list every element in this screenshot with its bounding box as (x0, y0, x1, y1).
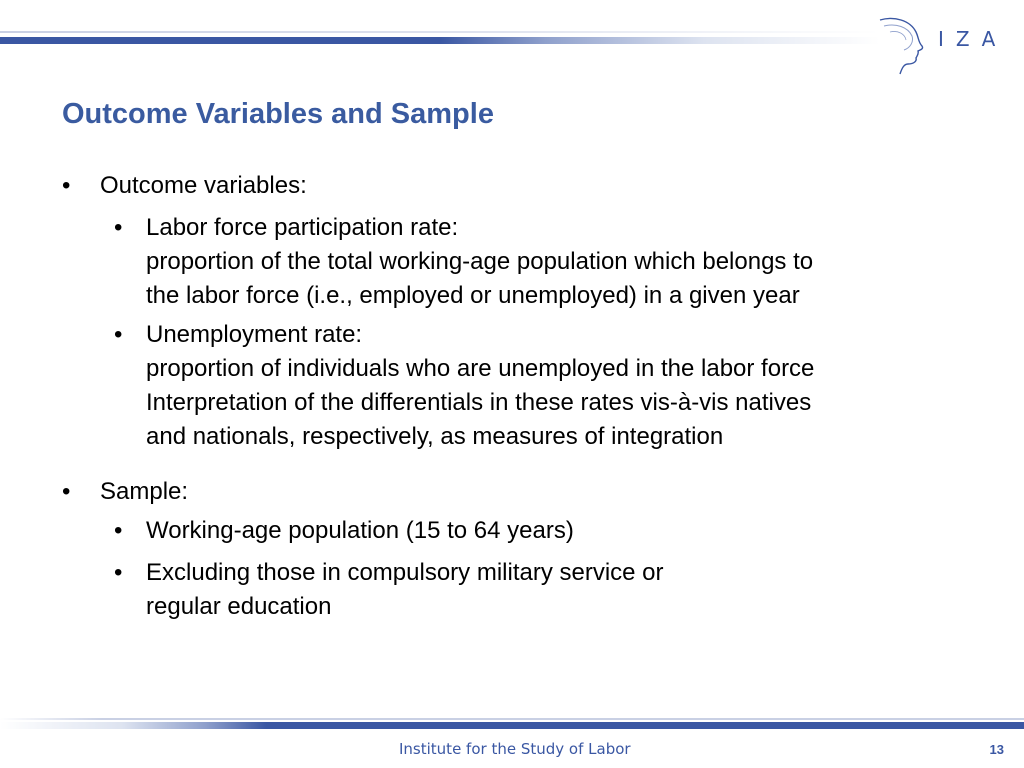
bullet-glyph: • (114, 517, 123, 544)
bullet-line: Interpretation of the differentials in these rates vis-à-vis natives (146, 389, 812, 416)
footer-rule (0, 722, 1024, 729)
bullet-label: Sample: (100, 478, 189, 505)
bullet-label: Outcome variables: (100, 172, 307, 199)
bullet-outcome-variables (62, 169, 307, 203)
page-number: 13 (989, 742, 1004, 757)
bullet-line: the labor force (i.e., employed or unemployed) in a given year (146, 282, 800, 309)
page-title: Outcome Variables and Sample (62, 98, 494, 130)
bullet-line: Labor force participation rate: (146, 214, 459, 241)
bullet-line: Working-age population (15 to 64 years) (146, 517, 574, 544)
bullet-line: regular education (146, 593, 332, 620)
bullet-glyph: • (62, 478, 71, 505)
footer-institution: Institute for the Study of Labor (399, 740, 631, 758)
sub-bullet-unemployment-rate (114, 318, 815, 454)
bullet-glyph: • (114, 214, 123, 241)
bullet-line: proportion of the total working-age population which belongs to (146, 248, 814, 275)
bullet-line: Excluding those in compulsory military service or (146, 559, 664, 586)
bullet-glyph: • (114, 559, 123, 586)
bullet-sample (62, 475, 189, 509)
iza-logo-text: IZA (938, 27, 1008, 51)
bullet-line: and nationals, respectively, as measures of integration (146, 423, 724, 450)
footer-thin-rule (0, 718, 1024, 720)
sub-bullet-excluding (114, 556, 664, 624)
bullet-glyph: • (62, 172, 71, 199)
bullet-glyph: • (114, 321, 123, 348)
sub-bullet-working-age-population (114, 514, 574, 548)
bullet-line: Unemployment rate: (146, 321, 363, 348)
sub-bullet-labor-force-participation (114, 211, 814, 313)
bullet-line: proportion of individuals who are unemployed in the labor force (146, 355, 815, 382)
